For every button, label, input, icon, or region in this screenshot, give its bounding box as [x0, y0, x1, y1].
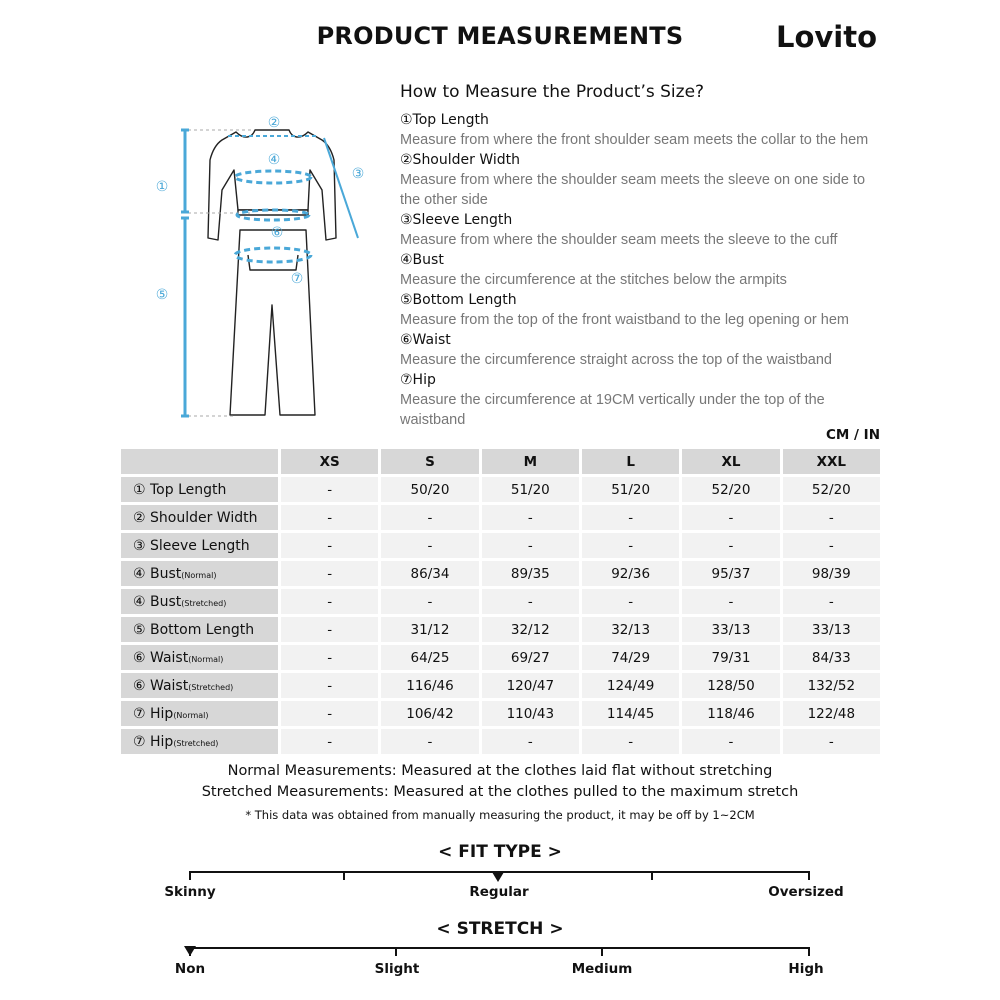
table-cell: 128/50 — [682, 673, 779, 698]
row-label-text: ④ Bust — [133, 593, 182, 610]
table-cell: 118/46 — [682, 701, 779, 726]
fit-type-label: Oversized — [768, 884, 844, 900]
table-cell: 120/47 — [482, 673, 579, 698]
instruction-title: ⑦Hip — [400, 372, 436, 388]
row-label-text: ⑥ Waist — [133, 677, 189, 694]
row-qualifier: (Normal) — [181, 570, 217, 580]
marker-top-length: ① — [155, 179, 169, 195]
fit-type-label: Regular — [469, 884, 529, 900]
table-cell: - — [582, 589, 679, 614]
table-cell: 69/27 — [482, 645, 579, 670]
instruction-desc: Measure from the top of the front waistband to the leg opening or hem — [400, 312, 849, 328]
table-cell: 51/20 — [482, 477, 579, 502]
row-label-text: ⑤ Bottom Length — [133, 621, 255, 638]
size-header: XS — [281, 449, 378, 474]
table-cell: - — [381, 533, 478, 558]
row-label — [121, 617, 278, 642]
instruction-title: ④Bust — [400, 252, 444, 268]
table-cell: 33/13 — [783, 617, 880, 642]
row-label — [121, 589, 278, 614]
table-corner — [121, 449, 278, 474]
table-cell: 51/20 — [582, 477, 679, 502]
table-cell: - — [482, 589, 579, 614]
table-row — [121, 701, 880, 726]
stretch-label: Slight — [374, 961, 420, 977]
table-cell: - — [582, 505, 679, 530]
row-qualifier: (Stretched) — [181, 598, 227, 608]
table-cell: - — [783, 589, 880, 614]
row-label — [121, 645, 278, 670]
table-cell: - — [381, 589, 478, 614]
row-qualifier: (Normal) — [188, 654, 224, 664]
table-cell: 92/36 — [582, 561, 679, 586]
fit-type-heading: < FIT TYPE > — [438, 842, 562, 862]
row-label — [121, 505, 278, 530]
table-cell: 114/45 — [582, 701, 679, 726]
table-cell: 52/20 — [783, 477, 880, 502]
fit-type-pointer — [492, 872, 504, 882]
note-disclaimer: * This data was obtained from manually measuring the product, it may be off by 1~2CM — [245, 808, 755, 822]
table-cell: 50/20 — [381, 477, 478, 502]
instruction-item — [400, 330, 875, 370]
row-label-text: ② Shoulder Width — [133, 509, 258, 526]
table-cell: - — [482, 729, 579, 754]
instruction-desc: Measure the circumference at the stitches below the armpits — [400, 272, 787, 288]
stretch-scale — [190, 947, 810, 949]
table-cell: 132/52 — [783, 673, 880, 698]
table-cell: - — [281, 673, 378, 698]
marker-bust: ④ — [267, 152, 281, 168]
size-header: XL — [682, 449, 779, 474]
row-label-text: ⑦ Hip — [133, 733, 174, 750]
stretch-label: Medium — [571, 961, 633, 977]
row-label — [121, 477, 278, 502]
table-cell: - — [281, 617, 378, 642]
instruction-desc: Measure from where the shoulder seam meets the sleeve to the cuff — [400, 232, 838, 248]
row-label — [121, 729, 278, 754]
row-label — [121, 533, 278, 558]
table-cell: 32/13 — [582, 617, 679, 642]
table-row — [121, 645, 880, 670]
stretch-label: Non — [174, 961, 206, 977]
stretch-tick — [395, 947, 397, 956]
instructions-heading: How to Measure the Product’s Size? — [400, 82, 705, 102]
size-table — [118, 446, 883, 757]
table-cell: - — [783, 505, 880, 530]
marker-shoulder: ② — [267, 115, 281, 131]
table-cell: 89/35 — [482, 561, 579, 586]
table-cell: - — [281, 561, 378, 586]
instruction-desc: Measure from where the shoulder seam meets the sleeve on one side to the other side — [400, 172, 866, 208]
instruction-desc: Measure from where the front shoulder seam meets the collar to the hem — [400, 132, 869, 148]
table-row — [121, 561, 880, 586]
instruction-item — [400, 150, 875, 210]
table-cell: - — [281, 589, 378, 614]
table-cell: 32/12 — [482, 617, 579, 642]
table-cell: 116/46 — [381, 673, 478, 698]
brand-logo: Lovito — [776, 20, 878, 54]
table-header-row — [121, 449, 880, 474]
marker-bottom-length: ⑤ — [155, 287, 169, 303]
row-label-text: ⑦ Hip — [133, 705, 174, 722]
table-cell: - — [281, 729, 378, 754]
table-cell: 33/13 — [682, 617, 779, 642]
marker-waist: ⑥ — [270, 225, 284, 241]
instruction-item — [400, 290, 875, 330]
fit-type-tick — [189, 871, 191, 880]
instruction-title: ②Shoulder Width — [400, 152, 521, 168]
table-row — [121, 729, 880, 754]
row-label-text: ④ Bust — [133, 565, 182, 582]
row-qualifier: (Stretched) — [173, 738, 219, 748]
fit-type-label: Skinny — [164, 884, 216, 900]
row-label — [121, 561, 278, 586]
table-cell: - — [682, 589, 779, 614]
stretch-heading: < STRETCH > — [436, 919, 564, 939]
instruction-item — [400, 110, 875, 150]
size-header: S — [381, 449, 478, 474]
table-cell: 110/43 — [482, 701, 579, 726]
marker-sleeve: ③ — [351, 166, 365, 182]
row-label — [121, 673, 278, 698]
table-cell: 95/37 — [682, 561, 779, 586]
table-cell: - — [682, 729, 779, 754]
table-cell: 98/39 — [783, 561, 880, 586]
instruction-title: ⑤Bottom Length — [400, 292, 517, 308]
table-cell: - — [281, 533, 378, 558]
instruction-item — [400, 250, 875, 290]
units-label: CM / IN — [826, 427, 880, 443]
table-cell: - — [381, 505, 478, 530]
row-label-text: ③ Sleeve Length — [133, 537, 250, 554]
table-cell: 52/20 — [682, 477, 779, 502]
stretch-label: High — [788, 961, 824, 977]
fit-type-tick — [651, 871, 653, 880]
table-cell: - — [381, 729, 478, 754]
instruction-desc: Measure the circumference at 19CM vertically under the top of the waistband — [400, 392, 825, 428]
stretch-pointer — [184, 946, 196, 956]
table-cell: - — [682, 505, 779, 530]
row-qualifier: (Normal) — [173, 710, 209, 720]
table-cell: - — [281, 477, 378, 502]
table-cell: 86/34 — [381, 561, 478, 586]
table-row — [121, 673, 880, 698]
table-cell: - — [281, 505, 378, 530]
instruction-item — [400, 370, 875, 430]
note-stretched: Stretched Measurements: Measured at the clothes pulled to the maximum stretch — [201, 784, 799, 800]
row-qualifier: (Stretched) — [188, 682, 234, 692]
table-cell: - — [682, 533, 779, 558]
garment-diagram — [140, 100, 380, 430]
size-header: L — [582, 449, 679, 474]
fit-type-tick — [808, 871, 810, 880]
table-row — [121, 505, 880, 530]
size-header: M — [482, 449, 579, 474]
instruction-desc: Measure the circumference straight across the top of the waistband — [400, 352, 832, 368]
row-label — [121, 701, 278, 726]
instruction-title: ①Top Length — [400, 112, 489, 128]
table-row — [121, 477, 880, 502]
instruction-title: ⑥Waist — [400, 332, 451, 348]
instructions-list — [400, 110, 875, 430]
table-cell: - — [281, 645, 378, 670]
table-cell: - — [783, 533, 880, 558]
table-cell: 31/12 — [381, 617, 478, 642]
table-cell: 106/42 — [381, 701, 478, 726]
table-cell: 79/31 — [682, 645, 779, 670]
table-row — [121, 589, 880, 614]
page-title: PRODUCT MEASUREMENTS — [316, 22, 684, 50]
table-cell: 84/33 — [783, 645, 880, 670]
marker-hip: ⑦ — [290, 271, 304, 287]
table-cell: - — [281, 701, 378, 726]
table-cell: - — [783, 729, 880, 754]
table-cell: - — [582, 729, 679, 754]
table-cell: 122/48 — [783, 701, 880, 726]
table-cell: - — [482, 533, 579, 558]
note-normal: Normal Measurements: Measured at the clothes laid flat without stretching — [227, 763, 773, 779]
table-cell: 74/29 — [582, 645, 679, 670]
instruction-title: ③Sleeve Length — [400, 212, 513, 228]
row-label-text: ① Top Length — [133, 481, 227, 498]
fit-type-tick — [343, 871, 345, 880]
table-cell: - — [582, 533, 679, 558]
garment-outline — [208, 130, 336, 415]
table-cell: - — [482, 505, 579, 530]
size-header: XXL — [783, 449, 880, 474]
table-cell: 124/49 — [582, 673, 679, 698]
table-row — [121, 617, 880, 642]
table-row — [121, 533, 880, 558]
stretch-tick — [808, 947, 810, 956]
row-label-text: ⑥ Waist — [133, 649, 189, 666]
stretch-tick — [601, 947, 603, 956]
instruction-item — [400, 210, 875, 250]
table-cell: 64/25 — [381, 645, 478, 670]
